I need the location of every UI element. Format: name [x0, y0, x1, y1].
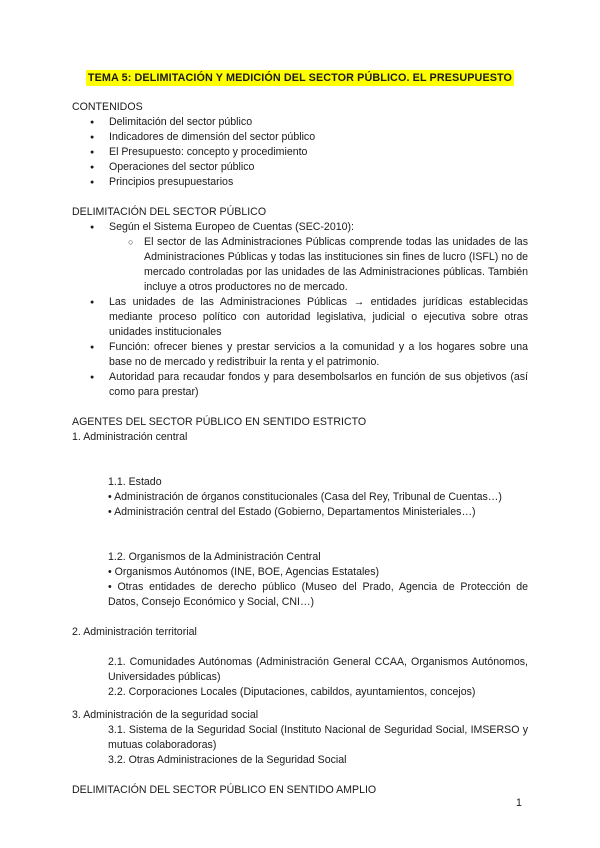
section-central: 1. Administración central: [72, 431, 188, 443]
subsection-seguridad-social: [72, 723, 528, 768]
list-item: 2.1. Comunidades Autónomas (Administración General CCAA, Organismos Autónomos, Universidades públicas): [108, 656, 528, 683]
list-item: 2.2. Corporaciones Locales (Diputaciones, cabildos, ayuntamientos, concejos): [108, 686, 476, 698]
document-body: [72, 100, 528, 798]
agentes-heading: AGENTES DEL SECTOR PÚBLICO EN SENTIDO ESTRICTO: [72, 416, 367, 428]
contenidos-list: [72, 115, 528, 190]
list-item: ● Autoridad para recaudar fondos y para desembolsarlos en función de sus objetivos (así como para prestar): [109, 370, 528, 400]
page-number: 1: [516, 797, 522, 809]
subsection-title: 1.1. Estado: [108, 476, 162, 488]
list-item: ● Indicadores de dimensión del sector público: [109, 130, 528, 145]
contenidos-heading: CONTENIDOS: [72, 101, 143, 113]
subsection-title: 1.2. Organismos de la Administración Central: [108, 551, 321, 563]
section-territorial: 2. Administración territorial: [72, 626, 197, 638]
list-item: ● El Presupuesto: concepto y procedimiento: [109, 145, 528, 160]
subsection-organismos: [72, 550, 528, 610]
list-item: ● Principios presupuestarios: [109, 175, 528, 190]
list-item: ● Función: ofrecer bienes y prestar servicios a la comunidad y a los hogares sobre una base no de mercado y redistribuir la renta y el patrimonio.: [109, 340, 528, 370]
list-item: • Administración de órganos constitucionales (Casa del Rey, Tribunal de Cuentas…): [108, 491, 502, 503]
list-item: ● Delimitación del sector público: [109, 115, 528, 130]
delimitacion-heading: DELIMITACIÓN DEL SECTOR PÚBLICO: [72, 206, 267, 218]
list-item: • Administración central del Estado (Gobierno, Departamentos Ministeriales…): [108, 506, 476, 518]
list-item: • Organismos Autónomos (INE, BOE, Agencias Estatales): [108, 566, 380, 578]
subsection-estado: [72, 475, 528, 520]
list-item: [109, 220, 528, 295]
sec-bullet-text: Según el Sistema Europeo de Cuentas (SEC-2010):: [109, 221, 354, 233]
list-item: 3.1. Sistema de la Seguridad Social (Instituto Nacional de Seguridad Social, IMSERSO y mutuas colaboradoras): [108, 724, 528, 751]
title-block: [0, 70, 600, 86]
list-item: 3.2. Otras Administraciones de la Seguridad Social: [108, 754, 347, 766]
list-item: ● Las unidades de las Administraciones Públicas → entidades jurídicas establecidas mediante proceso político con autoridad legislativa, judicial o ejecutiva sobre otras unidades institucionales: [109, 295, 528, 340]
section-seguridad-social: 3. Administración de la seguridad social: [72, 709, 259, 721]
subsection-territorial: [72, 655, 528, 700]
delimitacion-list: [72, 220, 528, 400]
list-item: • Otras entidades de derecho público (Museo del Prado, Agencia de Protección de Datos, Consejo Económico y Social, CNI…): [108, 581, 528, 608]
amplio-heading: DELIMITACIÓN DEL SECTOR PÚBLICO EN SENTIDO AMPLIO: [72, 784, 377, 796]
sec-sublist: [109, 235, 528, 295]
page-title: TEMA 5: DELIMITACIÓN Y MEDICIÓN DEL SECTOR PÚBLICO. EL PRESUPUESTO: [87, 72, 513, 84]
list-item: ● Operaciones del sector público: [109, 160, 528, 175]
sec-definition: ○ El sector de las Administraciones Públicas comprende todas las unidades de las Administraciones Públicas y todas las instituciones sin fines de lucro (ISFL) no de mercado controladas por las unidades de las Administraciones públicas. También incluye a otros productores no de mercado.: [144, 235, 528, 295]
